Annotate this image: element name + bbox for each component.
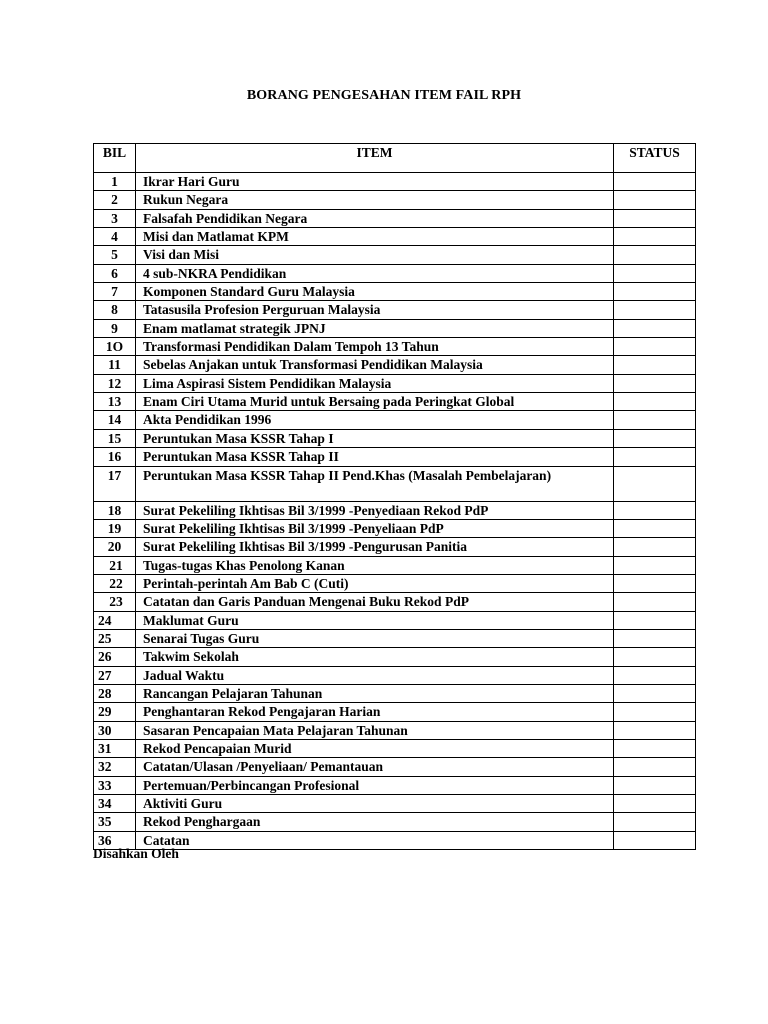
row-bil-cell: 5 [94,246,136,264]
row-bil-cell: 32 [94,758,136,776]
table-row [94,684,696,702]
table-row [94,776,696,794]
table-row [94,283,696,301]
row-bil-cell: 4 [94,228,136,246]
row-item-cell: Rekod Penghargaan [136,813,614,831]
page-title: BORANG PENGESAHAN ITEM FAIL RPH [246,88,522,103]
row-bil-cell: 36 [94,831,136,849]
row-bil-cell: 1O [94,338,136,356]
row-status-cell[interactable] [614,466,696,501]
row-status-cell[interactable] [614,684,696,702]
row-status-cell[interactable] [614,319,696,337]
row-item-cell: Jadual Waktu [136,666,614,684]
row-bil-cell: 13 [94,393,136,411]
header-item: ITEM [136,144,614,173]
row-status-cell[interactable] [614,448,696,466]
row-status-cell[interactable] [614,721,696,739]
table-body [94,173,696,850]
row-item-cell: Catatan/Ulasan /Penyeliaan/ Pemantauan [136,758,614,776]
table-row [94,813,696,831]
table-row [94,501,696,519]
row-item-cell: Perintah-perintah Am Bab C (Cuti) [136,574,614,592]
table-row [94,739,696,757]
row-bil-cell: 8 [94,301,136,319]
table-row [94,703,696,721]
row-bil-cell: 35 [94,813,136,831]
row-bil-cell: 15 [94,429,136,447]
table-row [94,209,696,227]
row-item-cell: Surat Pekeliling Ikhtisas Bil 3/1999 -Pengurusan Panitia [136,538,614,556]
table-row [94,831,696,849]
row-bil-cell: 33 [94,776,136,794]
signoff-label: Disahkan Oleh [93,846,179,861]
row-bil-cell: 24 [94,611,136,629]
row-item-cell: Senarai Tugas Guru [136,629,614,647]
row-bil-cell: 16 [94,448,136,466]
table-row [94,411,696,429]
table-row [94,393,696,411]
row-status-cell[interactable] [614,246,696,264]
row-status-cell[interactable] [614,574,696,592]
row-item-cell: Tatasusila Profesion Perguruan Malaysia [136,301,614,319]
table-row [94,666,696,684]
row-item-cell: Rukun Negara [136,191,614,209]
row-status-cell[interactable] [614,519,696,537]
row-status-cell[interactable] [614,795,696,813]
item-checklist-table [93,143,696,850]
row-item-cell: Peruntukan Masa KSSR Tahap I [136,429,614,447]
row-item-cell: Sasaran Pencapaian Mata Pelajaran Tahunan [136,721,614,739]
table-row [94,795,696,813]
table-row [94,721,696,739]
row-bil-cell: 23 [94,593,136,611]
row-status-cell[interactable] [614,831,696,849]
table-row [94,758,696,776]
row-status-cell[interactable] [614,228,696,246]
row-item-cell: Misi dan Matlamat KPM [136,228,614,246]
row-bil-cell: 1 [94,173,136,191]
row-status-cell[interactable] [614,703,696,721]
table-row [94,191,696,209]
table-row [94,629,696,647]
table-row [94,611,696,629]
row-item-cell: Surat Pekeliling Ikhtisas Bil 3/1999 -Penyediaan Rekod PdP [136,501,614,519]
row-bil-cell: 20 [94,538,136,556]
row-bil-cell: 22 [94,574,136,592]
row-item-cell: Penghantaran Rekod Pengajaran Harian [136,703,614,721]
row-item-cell: Maklumat Guru [136,611,614,629]
row-status-cell[interactable] [614,593,696,611]
table-header-row [94,144,696,173]
row-status-cell[interactable] [614,173,696,191]
row-item-cell: Falsafah Pendidikan Negara [136,209,614,227]
table-row [94,264,696,282]
row-item-cell: Peruntukan Masa KSSR Tahap II [136,448,614,466]
row-status-cell[interactable] [614,758,696,776]
row-bil-cell: 12 [94,374,136,392]
row-status-cell[interactable] [614,429,696,447]
row-item-cell: Enam matlamat strategik JPNJ [136,319,614,337]
row-bil-cell: 26 [94,648,136,666]
row-bil-cell: 25 [94,629,136,647]
row-status-cell[interactable] [614,611,696,629]
row-bil-cell: 7 [94,283,136,301]
row-bil-cell: 11 [94,356,136,374]
table-row [94,246,696,264]
table-row [94,301,696,319]
row-status-cell[interactable] [614,411,696,429]
row-item-cell: Pertemuan/Perbincangan Profesional [136,776,614,794]
table-row [94,429,696,447]
row-status-cell[interactable] [614,776,696,794]
row-item-cell: 4 sub-NKRA Pendidikan [136,264,614,282]
table-row [94,319,696,337]
row-status-cell[interactable] [614,556,696,574]
row-item-cell: Visi dan Misi [136,246,614,264]
row-item-cell: Takwim Sekolah [136,648,614,666]
table-row [94,338,696,356]
table-row [94,374,696,392]
row-bil-cell: 19 [94,519,136,537]
row-status-cell[interactable] [614,629,696,647]
row-status-cell[interactable] [614,356,696,374]
table-row [94,519,696,537]
row-status-cell[interactable] [614,739,696,757]
header-bil: BIL [94,144,136,173]
row-item-cell: Catatan [136,831,614,849]
table-row [94,574,696,592]
row-item-cell: Tugas-tugas Khas Penolong Kanan [136,556,614,574]
row-status-cell[interactable] [614,666,696,684]
row-item-cell: Transformasi Pendidikan Dalam Tempoh 13 Tahun [136,338,614,356]
table-row [94,173,696,191]
row-item-cell: Enam Ciri Utama Murid untuk Bersaing pada Peringkat Global [136,393,614,411]
row-status-cell[interactable] [614,648,696,666]
header-status: STATUS [614,144,696,173]
row-bil-cell: 27 [94,666,136,684]
row-item-cell: Surat Pekeliling Ikhtisas Bil 3/1999 -Penyeliaan PdP [136,519,614,537]
row-status-cell[interactable] [614,338,696,356]
row-status-cell[interactable] [614,501,696,519]
row-item-cell: Komponen Standard Guru Malaysia [136,283,614,301]
row-status-cell[interactable] [614,191,696,209]
row-status-cell[interactable] [614,393,696,411]
row-item-cell: Lima Aspirasi Sistem Pendidikan Malaysia [136,374,614,392]
row-item-cell: Akta Pendidikan 1996 [136,411,614,429]
row-status-cell[interactable] [614,538,696,556]
row-item-cell: Aktiviti Guru [136,795,614,813]
row-bil-cell: 9 [94,319,136,337]
row-bil-cell: 6 [94,264,136,282]
row-bil-cell: 17 [94,466,136,501]
table-row [94,648,696,666]
row-status-cell[interactable] [614,209,696,227]
row-item-cell: Catatan dan Garis Panduan Mengenai Buku Rekod PdP [136,593,614,611]
row-bil-cell: 34 [94,795,136,813]
row-status-cell[interactable] [614,283,696,301]
row-item-cell: Rekod Pencapaian Murid [136,739,614,757]
row-bil-cell: 14 [94,411,136,429]
row-item-cell: Sebelas Anjakan untuk Transformasi Pendidikan Malaysia [136,356,614,374]
row-item-cell: Ikrar Hari Guru [136,173,614,191]
row-status-cell[interactable] [614,813,696,831]
row-bil-cell: 31 [94,739,136,757]
row-bil-cell: 21 [94,556,136,574]
row-status-cell[interactable] [614,301,696,319]
row-item-cell: Peruntukan Masa KSSR Tahap II Pend.Khas (Masalah Pembelajaran) [136,466,614,501]
row-status-cell[interactable] [614,374,696,392]
row-bil-cell: 18 [94,501,136,519]
row-bil-cell: 30 [94,721,136,739]
table-row [94,356,696,374]
table-row [94,556,696,574]
table-row [94,593,696,611]
table-row [94,466,696,501]
row-bil-cell: 2 [94,191,136,209]
row-item-cell: Rancangan Pelajaran Tahunan [136,684,614,702]
row-bil-cell: 3 [94,209,136,227]
table-row [94,538,696,556]
row-bil-cell: 28 [94,684,136,702]
table-row [94,448,696,466]
table-row [94,228,696,246]
row-status-cell[interactable] [614,264,696,282]
row-bil-cell: 29 [94,703,136,721]
